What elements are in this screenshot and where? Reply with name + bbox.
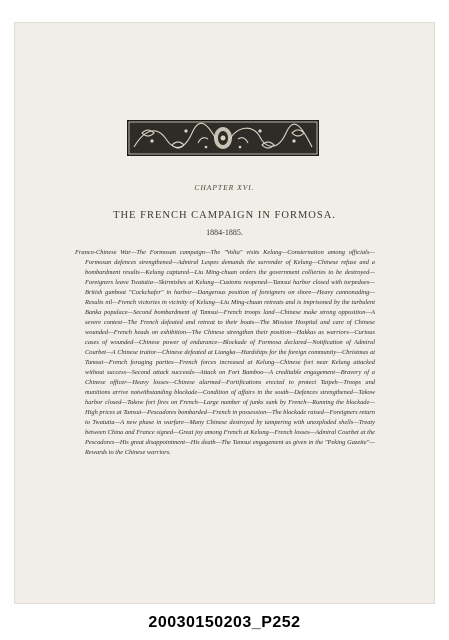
decorative-headpiece <box>127 120 319 156</box>
book-page <box>14 22 435 604</box>
chapter-years: 1884-1885. <box>206 228 243 237</box>
foliage-ornament-icon <box>128 121 318 155</box>
chapter-summary: Franco-Chinese War—The Formosan campaign—The "Volta" visits Kelung—Consternation among officials—Formosan defences strengthened—Admiral Lespes demands the surrender of Kelung—Chinese refuse and a bombardment results—Kelung captured—Liu Ming-chuan orders the government collieries to be destroyed—Foreigners leave Twatutia—Skirmishes at Kelung—Customs reopened—Tamsui harbor closed with torpedoes—British gunboat "Cockchafer" in harbor—Dangerous position of foreigners on shore—Heavy cannonading—Results nil—French victories in vicinity of Kelung—Liu Ming-chuan retreats and is imprisoned by the turbulent Banka populace—Second bombardment of Tamsui—French troops land—Chinese make strong opposition—A severe contest—The French defeated and retreat to their boats—The Mission Hospital and care of Chinese wounded—French heads on exhibition—The Chinese strengthen their position—Hakkas as warriors—Curious cases of wounded—Chinese power of endurance—Blockade of Formosa declared—Notification of Admiral Courbet—A Chinese traitor—Chinese defeated at Liangka—Hardships for the foreign community—Christmas at Tamsui—French foraging parties—French forces increased at Kelung—Chinese fort near Kelung attacked without success—Second attack succeeds—Attack on Fort Bamboo—A creditable engagement—Bravery of a Chinese officer—Heavy losses—Chinese alarmed—Fortifications erected to protect Taipeh—Troops and munitions arrive notwithstanding blockade—Condition of affairs in the south—Defences strengthened—Takow harbor closed—Takow fort fires on French—Large number of junks sunk by French—Running the blockade—High prices at Tamsui—Pescadores bombarded—French in possession—The blockade raised—Foreigners return to Twatutia—A new phase in warfare—Many Chinese destroyed by tampering with unexploded shells—Treaty between China and France signed—Great joy among French at Kelung—French losses—Admiral Courbet at the Pescadores—His great disappointment—His death—The Tamsui engagement as given in the "Peking Gazette"—Rewards to the Chinese warriors. <box>75 249 375 456</box>
chapter-number: CHAPTER XVI. <box>194 183 255 192</box>
chapter-title: THE FRENCH CAMPAIGN IN FORMOSA. <box>113 210 336 221</box>
archive-id-caption: 20030150203_P252 <box>148 614 301 631</box>
